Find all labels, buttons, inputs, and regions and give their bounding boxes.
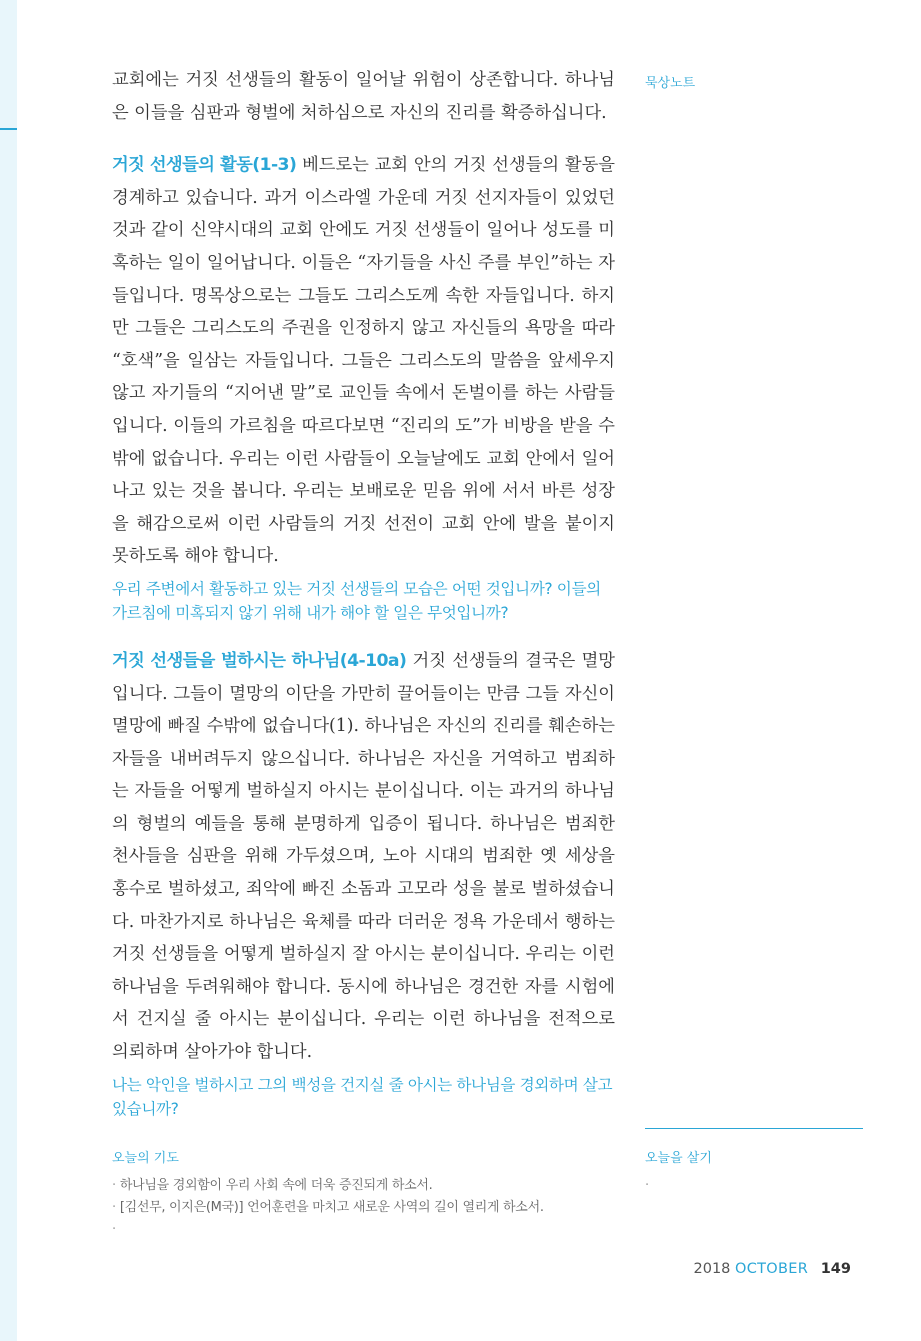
section2-heading: 거짓 선생들을 벌하시는 하나님(4-10a) xyxy=(112,650,407,671)
prayer-item: · 하나님을 경외함이 우리 사회 속에 더욱 증진되게 하소서. xyxy=(112,1178,433,1193)
divider-line xyxy=(645,1128,863,1129)
bullet-dot-icon: · xyxy=(645,1178,649,1193)
bullet-dot-icon: · xyxy=(112,1178,116,1193)
section2-body: 거짓 선생들의 결국은 멸망입니다. 그들이 멸망의 이단을 가만히 끌어들이는 만큼 그들 자신이 멸망에 빠질 수밖에 없습니다(1). 하나님은 자신의 진리를 훼손하는 자들을 내버려두지 않으십니다. 하나님은 자신을 거역하고 범죄하는 자들을 어떻게 벌하실지 아시는 분이십니다. 이는 과거의 하나님의 형벌의 예들을 통해 분명하게 입증이 됩니다. 하나님은 범죄한 천사들을 심판을 위해 가두셨으며, 노아 시대의 범죄한 옛 세상을 홍수로 벌하셨고, 죄악에 빠진 소돔과 고모라 성을 불로 벌하셨습니다. 마찬가지로 하나님은 육체를 따라 더러운 정욕 가운데서 행하는 거짓 선생들을 어떻게 벌하실지 잘 아시는 분이십니다. 우리는 이런 하나님을 두려워해야 합니다. 동시에 하나님은 경건한 자를 시험에서 건지실 줄 아시는 분이십니다. 우리는 이런 하나님을 전적으로 의뢰하며 살아가야 합니다. xyxy=(112,650,615,1063)
living-today-item xyxy=(645,1175,863,1197)
section1-paragraph xyxy=(112,149,615,573)
meditation-note-label: 묵상노트 xyxy=(645,76,696,91)
section1-body: 베드로는 교회 안의 거짓 선생들의 활동을 경계하고 있습니다. 과거 이스라엘 가운데 거짓 선지자들이 있었던 것과 같이 신약시대의 교회 안에도 거짓 선생들이 일어나 성도를 미혹하는 일이 일어납니다. 이들은 “자기들을 사신 주를 부인”하는 자들입니다. 명목상으로는 그들도 그리스도께 속한 자들입니다. 하지만 그들은 그리스도의 주권을 인정하지 않고 자신들의 욕망을 따라 “호색”을 일삼는 자들입니다. 그들은 그리스도의 말씀을 앞세우지 않고 자기들의 “지어낸 말”로 교인들 속에서 돈벌이를 하는 사람들입니다. 이들의 가르침을 따르다보면 “진리의 도”가 비방을 받을 수밖에 없습니다. 우리는 이런 사람들이 오늘날에도 교회 안에서 일어나고 있는 것을 봅니다. 우리는 보배로운 믿음 위에 서서 바른 성장을 해감으로써 이런 사람들의 거짓 선전이 교회 안에 발을 붙이지 못하도록 해야 합니다. xyxy=(112,155,615,567)
prayer-title: 오늘의 기도 xyxy=(112,1151,179,1166)
footer-month: OCTOBER xyxy=(735,1261,809,1277)
footer-year: 2018 xyxy=(693,1261,731,1277)
living-today-title: 오늘을 살기 xyxy=(645,1151,712,1166)
intro-paragraph: 교회에는 거짓 선생들의 활동이 일어날 위험이 상존합니다. 하나님은 이들을 심판과 형벌에 처하심으로 자신의 진리를 확증하십니다. xyxy=(112,70,615,123)
page-footer xyxy=(694,1261,852,1277)
page-number: 149 xyxy=(820,1261,851,1277)
left-margin-marker xyxy=(0,128,17,130)
section1-heading: 거짓 선생들의 활동(1-3) xyxy=(112,155,297,176)
todays-prayer-box xyxy=(112,1147,622,1241)
section1-question: 우리 주변에서 활동하고 있는 거짓 선생들의 모습은 어떤 것입니까? 이들의 가르침에 미혹되지 않기 위해 내가 해야 할 일은 무엇입니까? xyxy=(112,579,601,622)
main-text xyxy=(112,64,615,1121)
section2-question: 나는 악인을 벌하시고 그의 백성을 건지실 줄 아시는 하나님을 경외하며 살고 있습니까? xyxy=(112,1075,613,1118)
prayer-item: · [김선무, 이지은(M국)] 언어훈련을 마치고 새로운 사역의 길이 열리게 하소서. xyxy=(112,1200,544,1215)
bullet-dot-icon: · xyxy=(112,1200,116,1215)
prayer-item xyxy=(112,1219,622,1241)
bullet-dot-icon: · xyxy=(112,1222,116,1237)
living-today-box xyxy=(645,1147,863,1197)
left-margin-bar xyxy=(0,0,17,1341)
section2-paragraph xyxy=(112,645,615,1069)
